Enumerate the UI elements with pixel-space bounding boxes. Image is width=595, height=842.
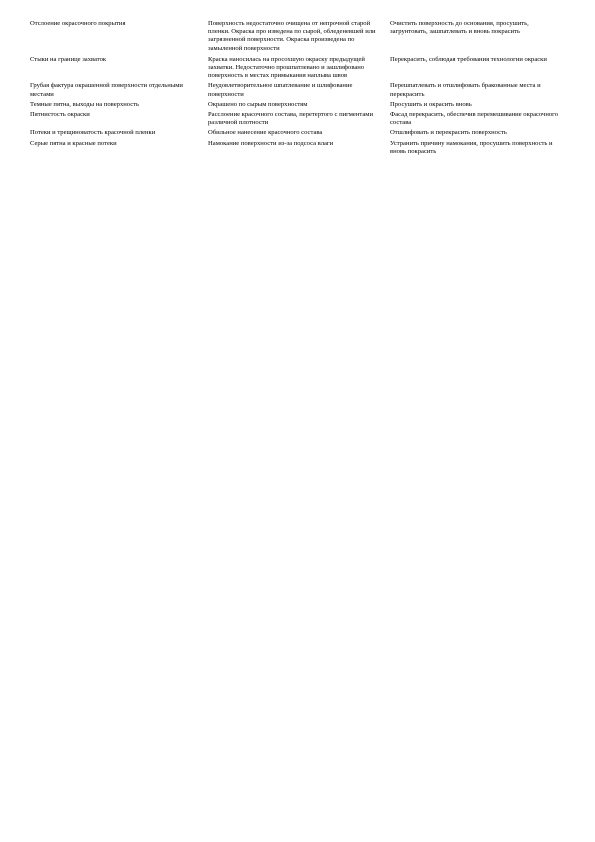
table-row [30, 101, 570, 111]
remedy-cell: Перешпатлевать и отшлифовать бракованные места и перекрасить [390, 82, 541, 98]
defect-cell: Грубая фактура окрашенной поверхности отдельными местами [30, 82, 183, 98]
remedy-cell: Очистить поверхность до основания, просушить, загрунтовать, зашпатлевать и вновь покрасить [390, 20, 529, 36]
table-row [30, 129, 570, 139]
cause-cell: Намокание поверхности из-за подсоса влаги [208, 139, 334, 147]
remedy-cell: Отшлифовать и перекрасить поверхность [390, 129, 507, 137]
cause-cell: Краска наносилась на просохшую окраску предыдущей захватки. Недостаточно прошпатлевано и зашлифовано поверхность в местах примыкания наплыва швов [208, 55, 365, 80]
defects-table [30, 20, 570, 158]
defect-cell: Стыки на границе захваток [30, 55, 107, 63]
remedy-cell: Просушить и окрасить вновь [390, 100, 472, 108]
table-row [30, 140, 570, 158]
table-row [30, 20, 570, 56]
defect-cell: Серые пятна и красные потеки [30, 139, 117, 147]
remedy-cell: Фасад перекрасить, обеспечив перемешивание окрасочного состава [390, 111, 559, 127]
defect-cell: Отслоение окрасочного покрытия [30, 20, 126, 27]
defect-cell: Пятнистость окраски [30, 111, 90, 119]
cause-cell: Расслоение красочного состава, перетертого с пигментами различной плотности [208, 111, 373, 127]
remedy-cell: Устранить причину намокания, просушить поверхность и вновь покрасить [390, 139, 553, 155]
cause-cell: Окрашено по сырым поверхностям [208, 100, 308, 108]
table-row [30, 111, 570, 129]
cause-cell: Поверхность недостаточно очищена от непрочной старой пленки. Окраска про изведена по сырой, обледеневшей или загрязненной поверхности. Окраска произведена по замыленной поверхности [208, 20, 376, 52]
defect-cell: Темные пятна, выходы на поверхность [30, 100, 140, 108]
defect-cell: Потеки и трещиноватость красочной пленки [30, 129, 156, 137]
table-row [30, 56, 570, 83]
cause-cell: Неудовлетворительное шпатлевание и шлифование поверхности [208, 82, 353, 98]
cause-cell: Обильное нанесение красочного состава [208, 129, 323, 137]
table-row [30, 82, 570, 100]
remedy-cell: Перекрасить, соблюдая требования технологии окраски [390, 55, 547, 63]
